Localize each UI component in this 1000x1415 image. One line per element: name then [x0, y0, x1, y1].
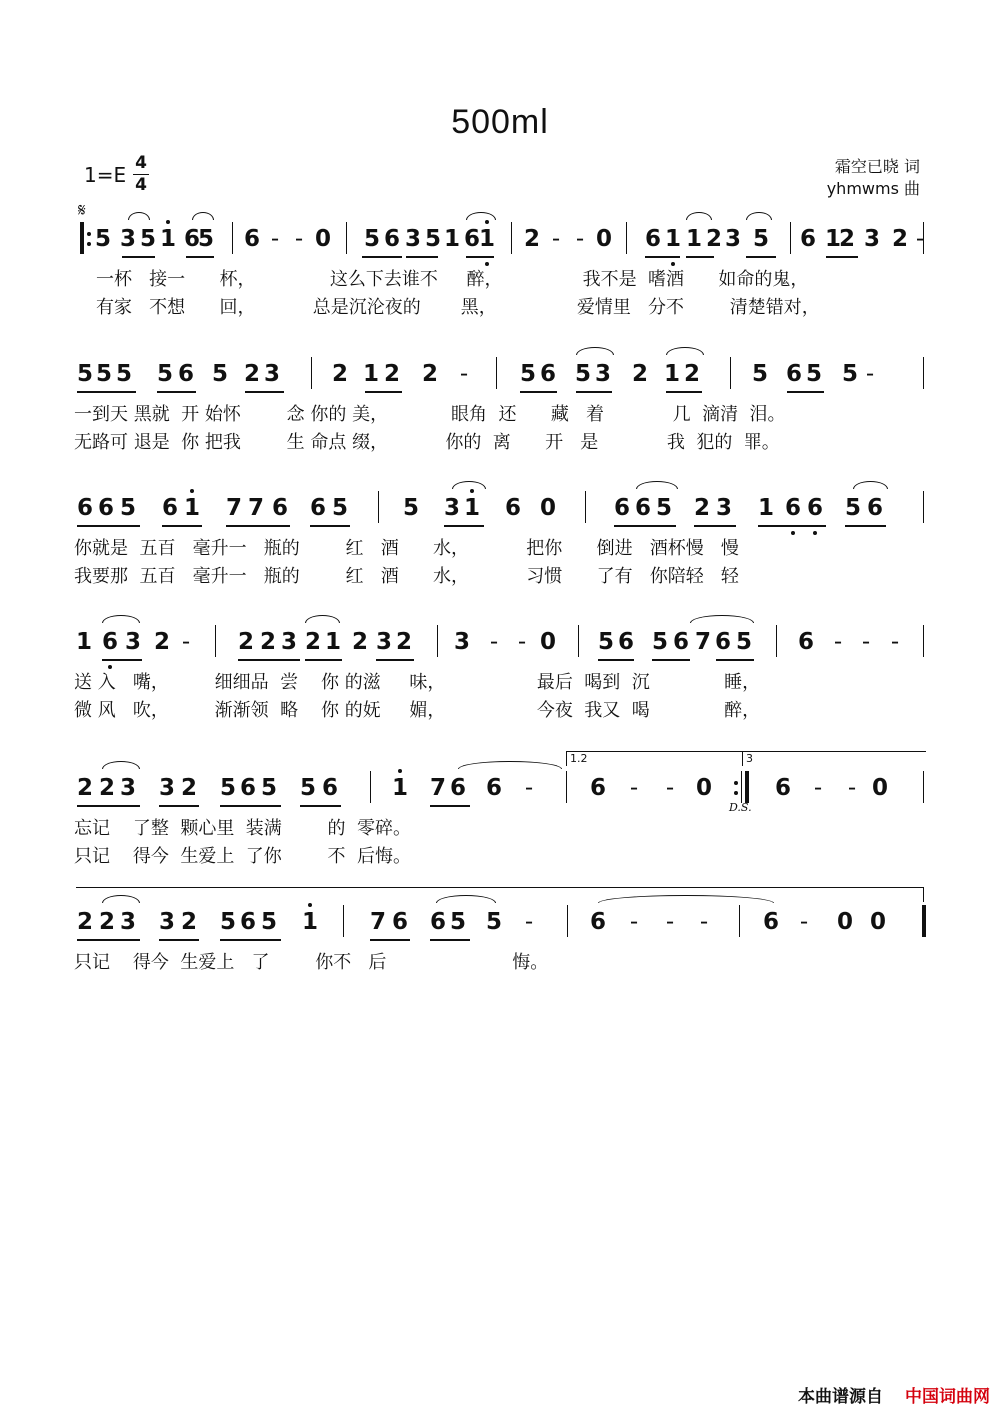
note: 6: [485, 775, 502, 801]
lyric-line: 只记 得今 生爱上 了 你不 后 悔。: [74, 952, 549, 973]
note: 7: [694, 629, 711, 655]
end-repeat-bar: [745, 771, 749, 803]
note: 5: [485, 909, 502, 935]
beam-underline: [444, 525, 484, 527]
note: 5: [95, 361, 112, 387]
note: 5: [197, 226, 214, 252]
beam-underline: [666, 391, 702, 393]
song-title: 500ml: [451, 103, 549, 141]
beam-underline: [220, 805, 281, 807]
beam-underline: [716, 659, 754, 661]
volta-first-ending: 1.2: [566, 751, 742, 766]
note: 2: [891, 226, 908, 252]
beam-underline: [845, 525, 886, 527]
note: 6: [634, 495, 651, 521]
lyricist-credit: 霜空已晓 词: [834, 157, 920, 176]
note: 6: [644, 226, 661, 252]
lyric-line: 忘记 了整 颗心里 装满 的 零碎。: [74, 818, 411, 839]
note: 2: [838, 226, 855, 252]
note: -: [524, 775, 534, 801]
note: 1: [75, 629, 92, 655]
barline: [923, 771, 924, 803]
barline: [776, 625, 777, 657]
note: 1: [324, 629, 341, 655]
note: 5: [94, 226, 111, 252]
slur: [666, 347, 704, 355]
note: -: [890, 629, 900, 655]
note: 5: [211, 361, 228, 387]
note: 5: [76, 361, 93, 387]
beam-underline: [159, 805, 199, 807]
note: 2: [683, 361, 700, 387]
note: -: [489, 629, 499, 655]
beam-underline: [598, 659, 634, 661]
note: 5: [363, 226, 380, 252]
barline: [923, 357, 924, 389]
note: 2: [259, 629, 276, 655]
beam-underline: [520, 391, 557, 393]
barline: [626, 222, 627, 254]
note: 1: [824, 226, 841, 252]
beam-underline: [310, 525, 350, 527]
barline: [739, 905, 740, 937]
note: 3: [119, 226, 136, 252]
barline: [790, 222, 791, 254]
slur: [686, 212, 712, 220]
note: 5: [119, 495, 136, 521]
note: 6: [797, 629, 814, 655]
note: 0: [871, 775, 888, 801]
note: 5: [805, 361, 822, 387]
slur: [102, 761, 140, 769]
lyric-line: 一杯 接一 杯， 这么下去谁不 醉， 我不是 嗜酒 如命的鬼，: [96, 269, 809, 290]
octave-dot-high: [470, 489, 474, 493]
barline: [378, 491, 379, 523]
note: 5: [449, 909, 466, 935]
beam-underline: [245, 391, 284, 393]
credits: [827, 156, 920, 200]
note: 3: [158, 909, 175, 935]
note: 6: [617, 629, 634, 655]
note: 6: [774, 775, 791, 801]
note: 2: [237, 629, 254, 655]
barline: [578, 625, 579, 657]
beam-underline: [430, 939, 470, 941]
beam-underline: [370, 939, 410, 941]
note: 1: [391, 775, 408, 801]
note: 6: [613, 495, 630, 521]
note: 1: [301, 909, 318, 935]
note: 6: [76, 495, 93, 521]
note: 6: [539, 361, 556, 387]
octave-dot-high: [166, 220, 170, 224]
slur: [128, 212, 150, 220]
note: -: [915, 226, 925, 252]
note: 3: [119, 909, 136, 935]
note: -: [847, 775, 857, 801]
note: 3: [263, 361, 280, 387]
beam-underline: [376, 659, 414, 661]
note: 0: [539, 495, 556, 521]
note: 2: [693, 495, 710, 521]
note: 1: [663, 361, 680, 387]
note: 7: [225, 495, 242, 521]
note: 2: [304, 629, 321, 655]
note: 0: [595, 226, 612, 252]
beam-underline: [159, 939, 199, 941]
beam-underline: [686, 256, 714, 258]
barline: [343, 905, 344, 937]
barline: [496, 357, 497, 389]
note: 2: [421, 361, 438, 387]
note: 1: [478, 226, 495, 252]
lyric-line: 送 入 嘴， 细细品 尝 你 的滋 味， 最后 喝到 沉 睡，: [74, 672, 761, 693]
octave-dot-high: [485, 220, 489, 224]
note: 0: [314, 226, 331, 252]
slur: [305, 615, 340, 623]
barline: [923, 491, 924, 523]
note: 7: [429, 775, 446, 801]
barline: [923, 625, 924, 657]
note: 1: [362, 361, 379, 387]
note: 3: [453, 629, 470, 655]
lyric-line: 无路可 退是 你 把我 生 命点 缀， 你的 离 开 是 我 犯的 罪。: [74, 432, 780, 453]
barline: [511, 222, 512, 254]
beam-underline: [758, 525, 826, 527]
note: 5: [219, 909, 236, 935]
note: 2: [523, 226, 540, 252]
note: 6: [589, 909, 606, 935]
note: 2: [631, 361, 648, 387]
note: 5: [735, 629, 752, 655]
note: 2: [180, 909, 197, 935]
note: -: [459, 361, 469, 387]
note: 5: [331, 495, 348, 521]
note: 6: [183, 226, 200, 252]
note: -: [629, 909, 639, 935]
barline: [567, 905, 568, 937]
barline: [370, 771, 371, 803]
time-signature: [133, 154, 149, 195]
lyric-line: 一到天 黑就 开 始怀 念 你的 美， 眼角 还 藏 着 几 滴清 泪。: [74, 404, 786, 425]
note: -: [517, 629, 527, 655]
octave-dot-low: [813, 531, 817, 535]
key-signature: 1=E: [84, 163, 127, 187]
note: 3: [404, 226, 421, 252]
note: 1: [183, 495, 200, 521]
slur: [192, 212, 214, 220]
note: 5: [115, 361, 132, 387]
note: 1: [664, 226, 681, 252]
note: 2: [383, 361, 400, 387]
beam-underline: [102, 659, 142, 661]
note: 3: [119, 775, 136, 801]
note: 5: [260, 909, 277, 935]
barline: [311, 357, 312, 389]
note: 6: [714, 629, 731, 655]
note: 3: [280, 629, 297, 655]
note: 1: [159, 226, 176, 252]
footer-source: 本曲谱源自: [798, 1387, 883, 1407]
slur: [853, 481, 888, 489]
note: -: [861, 629, 871, 655]
note: 2: [153, 629, 170, 655]
note: 6: [672, 629, 689, 655]
note: 3: [724, 226, 741, 252]
note: 6: [504, 495, 521, 521]
beam-underline: [746, 256, 776, 258]
note: 2: [331, 361, 348, 387]
beam-underline: [652, 659, 690, 661]
beam-underline: [77, 525, 140, 527]
beam-underline: [694, 525, 736, 527]
note: 6: [239, 775, 256, 801]
barline: [923, 222, 924, 254]
slur: [466, 212, 496, 220]
beam-underline: [157, 391, 196, 393]
beam-underline: [238, 659, 300, 661]
note: 5: [597, 629, 614, 655]
note: 5: [402, 495, 419, 521]
barline: [566, 771, 567, 803]
beam-underline: [406, 256, 438, 258]
note: 1: [443, 226, 460, 252]
note: -: [865, 361, 875, 387]
note: -: [524, 909, 534, 935]
beam-underline: [365, 391, 402, 393]
note: 2: [705, 226, 722, 252]
note: 6: [799, 226, 816, 252]
lyric-line: 我要那 五百 毫升一 瓶的 红 酒 水， 习惯 了有 你陪轻 轻: [74, 566, 739, 587]
note: -: [665, 775, 675, 801]
note: 6: [449, 775, 466, 801]
note: -: [665, 909, 675, 935]
beam-underline: [77, 805, 140, 807]
note: 1: [757, 495, 774, 521]
note: 3: [594, 361, 611, 387]
start-repeat-bar: [80, 222, 84, 254]
note: -: [270, 226, 280, 252]
note: 1: [463, 495, 480, 521]
ds-mark: D.S.: [729, 801, 752, 814]
note: 7: [369, 909, 386, 935]
note: 6: [391, 909, 408, 935]
note: 6: [429, 909, 446, 935]
note: -: [699, 909, 709, 935]
beam-underline: [305, 659, 342, 661]
barline: [741, 771, 742, 803]
beam-underline: [77, 391, 136, 393]
slur: [746, 212, 772, 220]
note: 5: [219, 775, 236, 801]
note: -: [799, 909, 809, 935]
barline: [437, 625, 438, 657]
note: 3: [124, 629, 141, 655]
note: 5: [424, 226, 441, 252]
note: 0: [869, 909, 886, 935]
note: 6: [383, 226, 400, 252]
octave-dot-high: [398, 769, 402, 773]
note: 3: [158, 775, 175, 801]
note: 6: [321, 775, 338, 801]
note: 6: [463, 226, 480, 252]
note: 3: [443, 495, 460, 521]
note: -: [294, 226, 304, 252]
repeat-dots: [734, 775, 738, 801]
note: 5: [156, 361, 173, 387]
note: 6: [243, 226, 260, 252]
note: 5: [751, 361, 768, 387]
note: 5: [519, 361, 536, 387]
note: 5: [752, 226, 769, 252]
note: 6: [309, 495, 326, 521]
note: 6: [784, 495, 801, 521]
final-barline: [922, 905, 926, 937]
note: 5: [651, 629, 668, 655]
note: 6: [589, 775, 606, 801]
beam-underline: [787, 391, 824, 393]
barline: [215, 625, 216, 657]
note: -: [813, 775, 823, 801]
note: 0: [836, 909, 853, 935]
composer-credit: yhmwms 曲: [826, 179, 920, 198]
slur: [452, 481, 486, 489]
note: 2: [76, 775, 93, 801]
beam-underline: [220, 939, 281, 941]
note: 3: [863, 226, 880, 252]
time-signature-bottom: 4: [135, 175, 147, 195]
note: 6: [239, 909, 256, 935]
volta-second-ending: 3: [742, 751, 926, 766]
note: 2: [395, 629, 412, 655]
slur: [102, 615, 140, 623]
note: 5: [844, 495, 861, 521]
beam-underline: [645, 256, 680, 258]
note: 5: [260, 775, 277, 801]
barline: [730, 357, 731, 389]
repeat-dots: [87, 226, 91, 252]
beam-underline: [362, 256, 402, 258]
footer-brand-link[interactable]: 中国词曲网: [905, 1387, 990, 1407]
beam-underline: [826, 256, 858, 258]
segno-sign: 𝄋: [78, 200, 86, 221]
note: 0: [539, 629, 556, 655]
lyric-line: 有家 不想 回， 总是沉沦夜的 黑， 爱情里 分不 清楚错对，: [96, 297, 820, 318]
note: 2: [351, 629, 368, 655]
beam-underline: [226, 525, 290, 527]
slur: [458, 761, 562, 769]
slur: [690, 615, 754, 623]
beam-underline: [576, 391, 612, 393]
octave-dot-high: [190, 489, 194, 493]
lyric-line: 你就是 五百 毫升一 瓶的 红 酒 水， 把你 倒进 酒杯慢 慢: [74, 538, 739, 559]
octave-dot-low: [791, 531, 795, 535]
note: 3: [375, 629, 392, 655]
barline: [346, 222, 347, 254]
note: 1: [685, 226, 702, 252]
beam-underline: [300, 805, 341, 807]
note: 6: [101, 629, 118, 655]
beam-underline: [186, 256, 214, 258]
note: 5: [139, 226, 156, 252]
note: 7: [247, 495, 264, 521]
time-signature-top: 4: [135, 153, 147, 173]
note: 6: [806, 495, 823, 521]
note: 5: [299, 775, 316, 801]
note: -: [575, 226, 585, 252]
beam-underline: [162, 525, 202, 527]
note: 5: [574, 361, 591, 387]
beam-underline: [466, 256, 494, 258]
beam-underline: [77, 939, 140, 941]
note: -: [551, 226, 561, 252]
footer: [798, 1382, 990, 1407]
barline: [232, 222, 233, 254]
note: 5: [841, 361, 858, 387]
note: 2: [180, 775, 197, 801]
note: 2: [98, 909, 115, 935]
note: 6: [177, 361, 194, 387]
slur: [636, 481, 678, 489]
note: 6: [271, 495, 288, 521]
lyric-line: 只记 得今 生爱上 了你 不 后悔。: [74, 846, 411, 867]
slur: [576, 347, 614, 355]
note: 6: [97, 495, 114, 521]
note: 0: [695, 775, 712, 801]
note: -: [181, 629, 191, 655]
coda-bracket: [76, 887, 924, 902]
note: 6: [161, 495, 178, 521]
note: 2: [76, 909, 93, 935]
note: -: [833, 629, 843, 655]
note: 2: [98, 775, 115, 801]
octave-dot-high: [308, 903, 312, 907]
lyric-line: 微 风 吹， 渐渐领 略 你 的妩 媚， 今夜 我又 喝 醉，: [74, 700, 761, 721]
note: 6: [866, 495, 883, 521]
note: 6: [785, 361, 802, 387]
note: 3: [715, 495, 732, 521]
beam-underline: [430, 805, 470, 807]
barline: [585, 491, 586, 523]
note: 6: [762, 909, 779, 935]
note: 2: [243, 361, 260, 387]
beam-underline: [122, 256, 155, 258]
note: 5: [655, 495, 672, 521]
note: -: [629, 775, 639, 801]
beam-underline: [614, 525, 676, 527]
